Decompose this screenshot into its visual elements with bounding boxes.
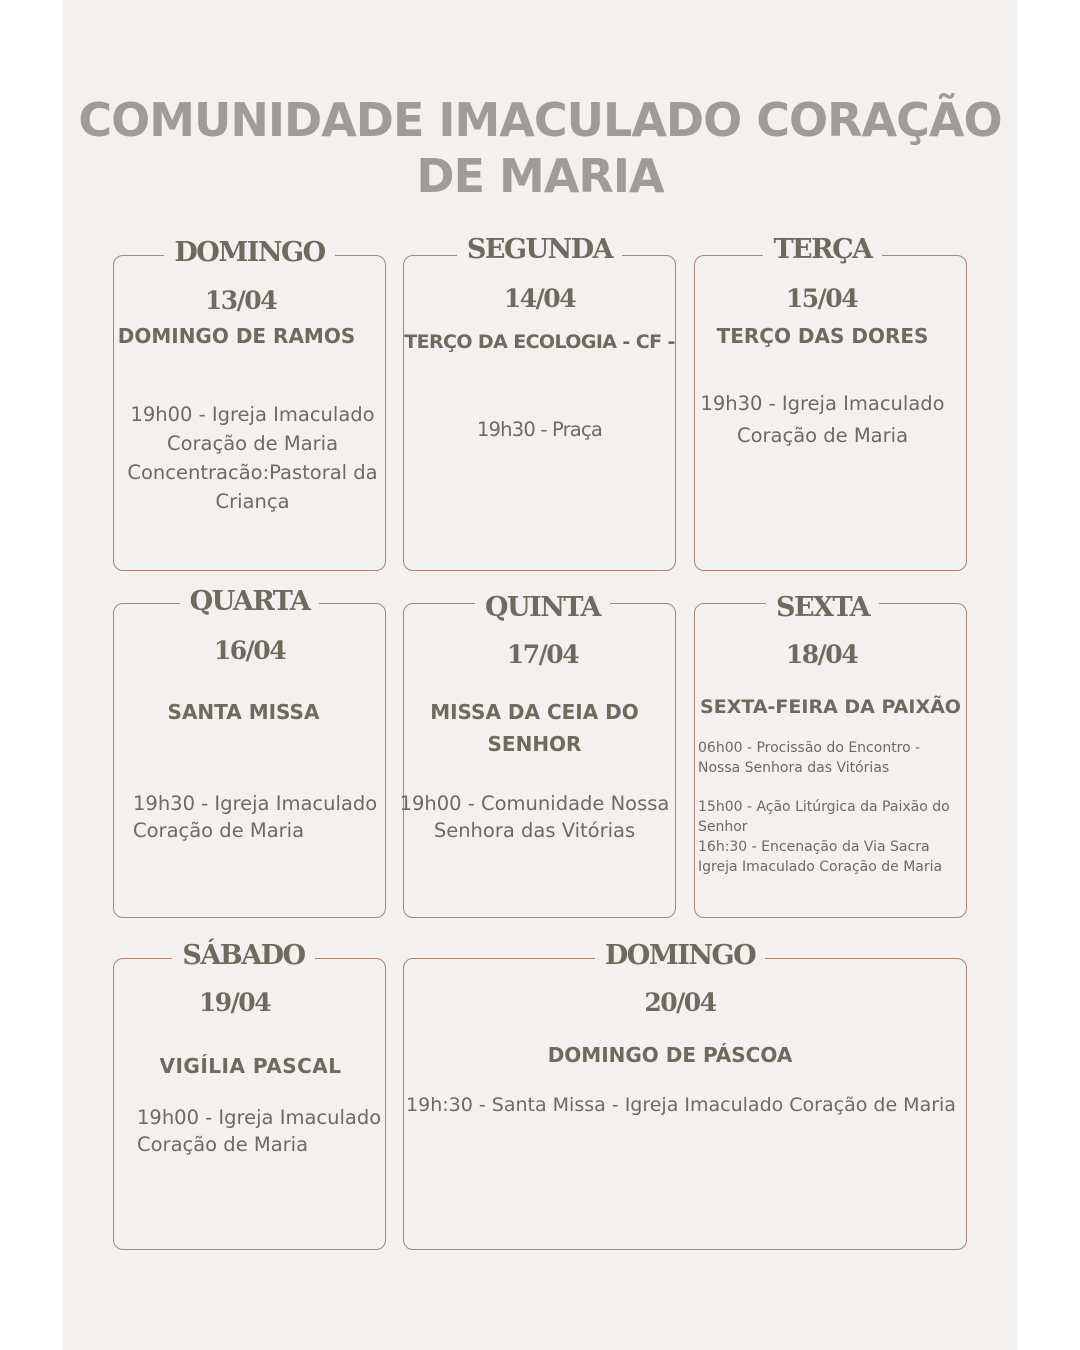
day-label: QUARTA xyxy=(180,586,320,617)
day-label: QUINTA xyxy=(475,592,610,623)
date-label: 16/04 xyxy=(213,636,286,665)
date-label: 14/04 xyxy=(503,284,576,313)
day-label: DOMINGO xyxy=(595,940,765,971)
title-line-1: COMUNIDADE IMACULADO CORAÇÃO xyxy=(78,93,1002,147)
card-terca-15 xyxy=(694,234,967,571)
card-segunda-14 xyxy=(403,234,676,571)
day-label: TERÇA xyxy=(763,234,881,265)
date-label: 17/04 xyxy=(506,640,579,669)
event-title: VIGÍLIA PASCAL xyxy=(159,1054,342,1078)
event-info: 19h00 - Comunidade Nossa Senhora das Vitórias xyxy=(399,792,670,842)
event-info-1: 06h00 - Procissão do Encontro - Nossa Senhora das Vitórias xyxy=(698,740,921,776)
event-title: SEXTA-FEIRA DA PAIXÃO xyxy=(700,696,961,718)
date-label: 15/04 xyxy=(785,284,858,313)
event-info: 19h00 - Igreja Imaculado Coração de Maria Concentracão:Pastoral da Criança xyxy=(127,403,378,513)
event-title: SANTA MISSA xyxy=(167,700,320,724)
day-label: SEXTA xyxy=(766,592,879,623)
event-info-2: 15h00 - Ação Litúrgica da Paixão do Senhor 16h:30 - Encenação da Via Sacra Igreja Imaculado Coração de Maria xyxy=(698,799,950,875)
day-label: SÁBADO xyxy=(172,940,314,971)
date-label: 18/04 xyxy=(785,640,858,669)
event-title: DOMINGO DE PÁSCOA xyxy=(547,1043,793,1067)
day-label: SEGUNDA xyxy=(457,234,622,265)
title-line-2: DE MARIA xyxy=(416,149,664,203)
date-label: 19/04 xyxy=(198,988,271,1017)
event-title: MISSA DA CEIA DO SENHOR xyxy=(430,700,639,756)
event-info: 19h30 - Igreja Imaculado Coração de Maria xyxy=(133,792,378,842)
event-info: 19h30 - Praça xyxy=(476,418,603,441)
card-sexta-18 xyxy=(694,592,967,918)
date-label: 20/04 xyxy=(644,988,716,1017)
date-label: 13/04 xyxy=(204,286,277,315)
page-title xyxy=(0,92,1080,204)
card-domingo-20 xyxy=(403,940,967,1250)
card-sabado-19 xyxy=(113,940,386,1250)
card-quinta-17 xyxy=(399,592,676,918)
day-label: DOMINGO xyxy=(164,237,334,268)
card-domingo-13 xyxy=(113,237,386,571)
event-title: TERÇO DA ECOLOGIA - CF - xyxy=(404,331,675,353)
event-title: TERÇO DAS DORES xyxy=(716,324,929,348)
event-info: 19h00 - Igreja Imaculado Coração de Maria xyxy=(137,1106,382,1156)
card-quarta-16 xyxy=(113,586,386,918)
event-info: 19h:30 - Santa Missa - Igreja Imaculado Coração de Maria xyxy=(406,1094,956,1116)
event-info: 19h30 - Igreja Imaculado Coração de Maria xyxy=(700,392,945,447)
event-title: DOMINGO DE RAMOS xyxy=(117,324,356,348)
